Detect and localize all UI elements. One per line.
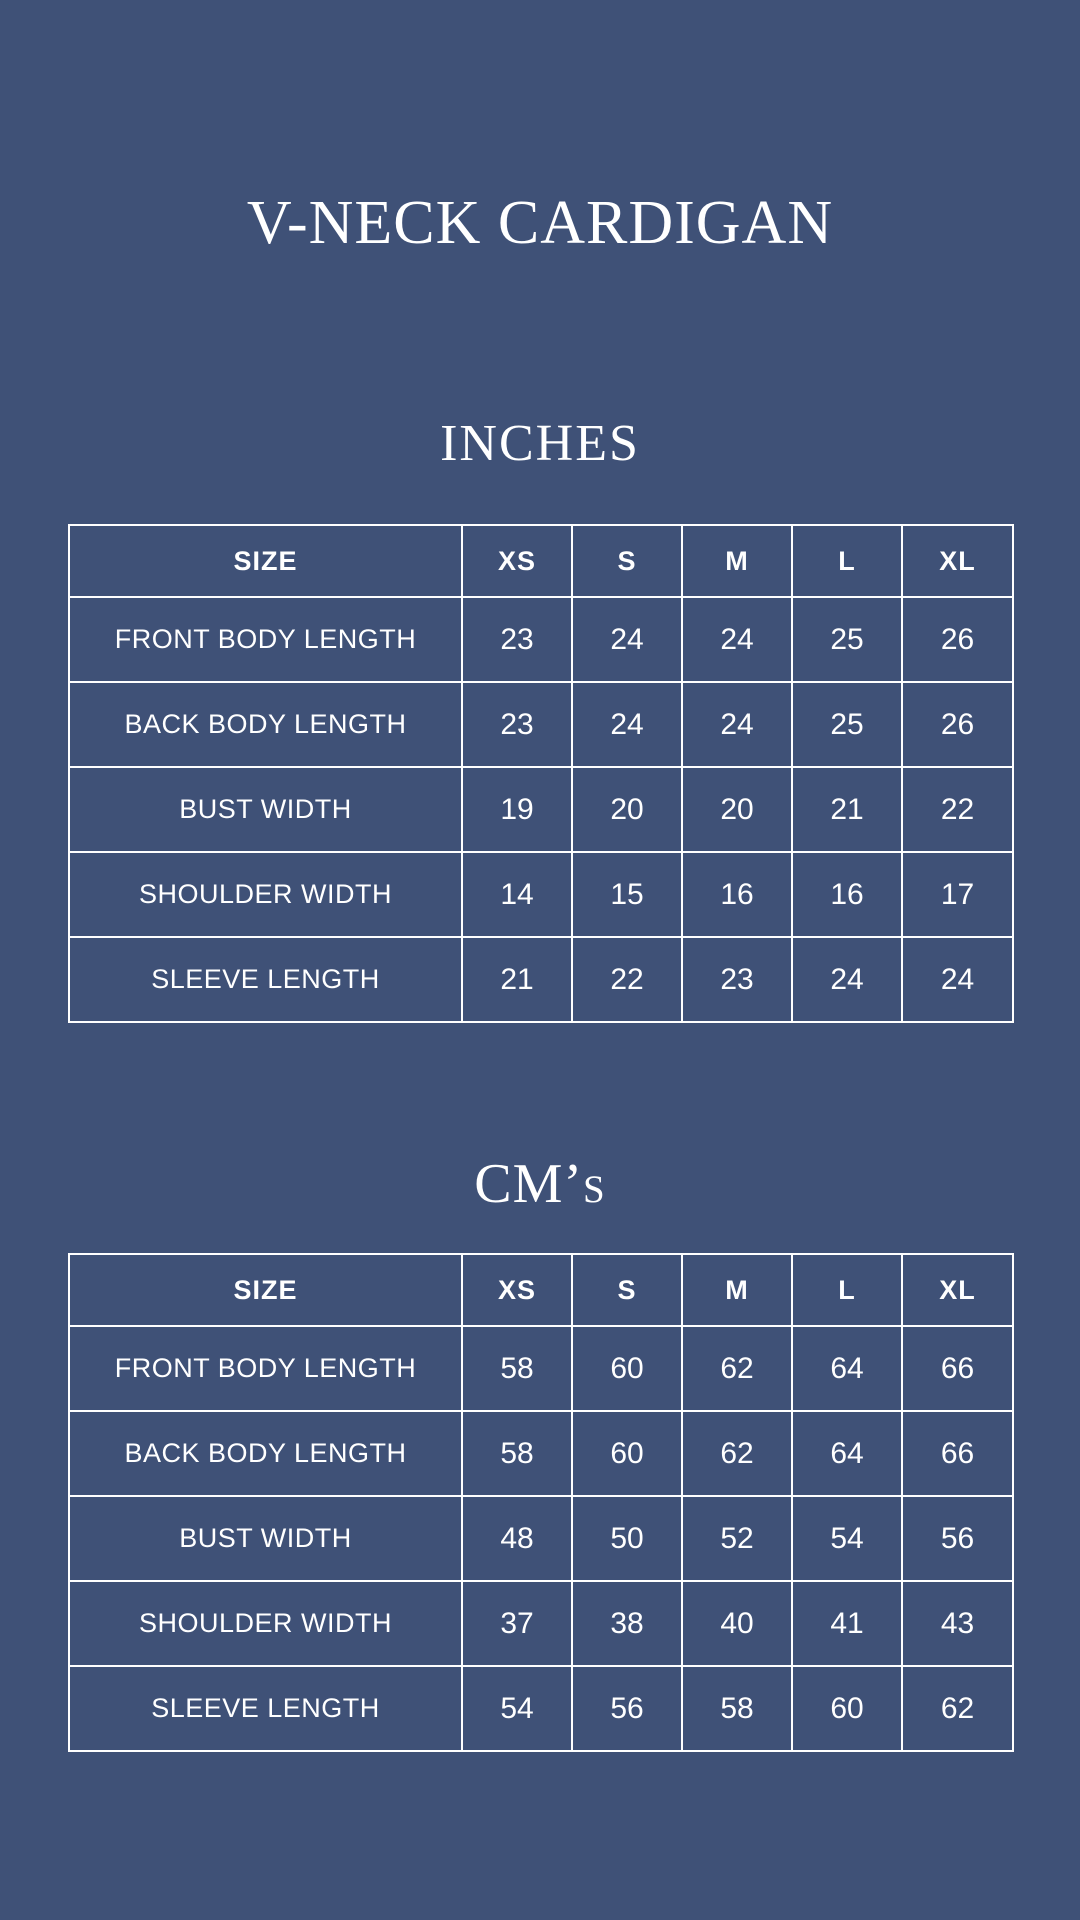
header-cell-m: M <box>682 1254 792 1326</box>
value-cell: 54 <box>792 1496 902 1581</box>
value-cell: 64 <box>792 1326 902 1411</box>
value-cell: 25 <box>792 597 902 682</box>
value-cell: 26 <box>902 682 1013 767</box>
value-cell: 58 <box>462 1326 572 1411</box>
value-cell: 19 <box>462 767 572 852</box>
value-cell: 66 <box>902 1326 1013 1411</box>
value-cell: 26 <box>902 597 1013 682</box>
value-cell: 62 <box>682 1411 792 1496</box>
header-cell-l: L <box>792 525 902 597</box>
table-row <box>69 1666 1013 1751</box>
row-label-cell: BACK BODY LENGTH <box>69 1411 462 1496</box>
value-cell: 58 <box>682 1666 792 1751</box>
value-cell: 52 <box>682 1496 792 1581</box>
value-cell: 24 <box>792 937 902 1022</box>
header-cell-l: L <box>792 1254 902 1326</box>
value-cell: 14 <box>462 852 572 937</box>
value-cell: 50 <box>572 1496 682 1581</box>
row-label-cell: BUST WIDTH <box>69 767 462 852</box>
table-row <box>69 1581 1013 1666</box>
value-cell: 24 <box>572 597 682 682</box>
header-cell-m: M <box>682 525 792 597</box>
value-cell: 20 <box>682 767 792 852</box>
table-row <box>69 937 1013 1022</box>
value-cell: 56 <box>902 1496 1013 1581</box>
table-header-row <box>69 1254 1013 1326</box>
value-cell: 21 <box>462 937 572 1022</box>
section-title-inches: INCHES <box>440 415 640 472</box>
row-label-cell: SLEEVE LENGTH <box>69 937 462 1022</box>
size-table-cms <box>68 1253 1014 1752</box>
table-row <box>69 597 1013 682</box>
row-label-cell: BUST WIDTH <box>69 1496 462 1581</box>
value-cell: 60 <box>572 1326 682 1411</box>
header-cell-xl: XL <box>902 525 1013 597</box>
row-label-cell: BACK BODY LENGTH <box>69 682 462 767</box>
value-cell: 38 <box>572 1581 682 1666</box>
value-cell: 16 <box>682 852 792 937</box>
header-cell-size: SIZE <box>69 1254 462 1326</box>
section-title-cms: CM’s <box>474 1153 606 1215</box>
value-cell: 23 <box>462 682 572 767</box>
table-row <box>69 1411 1013 1496</box>
header-cell-xs: XS <box>462 1254 572 1326</box>
value-cell: 24 <box>572 682 682 767</box>
value-cell: 66 <box>902 1411 1013 1496</box>
size-table-inches <box>68 524 1014 1023</box>
value-cell: 15 <box>572 852 682 937</box>
value-cell: 24 <box>682 682 792 767</box>
header-cell-s: S <box>572 1254 682 1326</box>
value-cell: 37 <box>462 1581 572 1666</box>
value-cell: 16 <box>792 852 902 937</box>
value-cell: 60 <box>792 1666 902 1751</box>
value-cell: 62 <box>682 1326 792 1411</box>
header-cell-xl: XL <box>902 1254 1013 1326</box>
page-title: V-NECK CARDIGAN <box>246 189 834 257</box>
row-label-cell: SLEEVE LENGTH <box>69 1666 462 1751</box>
value-cell: 21 <box>792 767 902 852</box>
table-row <box>69 852 1013 937</box>
table-header-row <box>69 525 1013 597</box>
value-cell: 24 <box>902 937 1013 1022</box>
value-cell: 20 <box>572 767 682 852</box>
table-row <box>69 682 1013 767</box>
value-cell: 40 <box>682 1581 792 1666</box>
value-cell: 64 <box>792 1411 902 1496</box>
value-cell: 24 <box>682 597 792 682</box>
value-cell: 48 <box>462 1496 572 1581</box>
value-cell: 23 <box>682 937 792 1022</box>
value-cell: 60 <box>572 1411 682 1496</box>
value-cell: 22 <box>902 767 1013 852</box>
table-row <box>69 1496 1013 1581</box>
value-cell: 62 <box>902 1666 1013 1751</box>
row-label-cell: SHOULDER WIDTH <box>69 852 462 937</box>
header-cell-xs: XS <box>462 525 572 597</box>
value-cell: 17 <box>902 852 1013 937</box>
table-row <box>69 767 1013 852</box>
value-cell: 56 <box>572 1666 682 1751</box>
row-label-cell: FRONT BODY LENGTH <box>69 597 462 682</box>
value-cell: 23 <box>462 597 572 682</box>
value-cell: 54 <box>462 1666 572 1751</box>
table-row <box>69 1326 1013 1411</box>
header-cell-size: SIZE <box>69 525 462 597</box>
row-label-cell: FRONT BODY LENGTH <box>69 1326 462 1411</box>
header-cell-s: S <box>572 525 682 597</box>
value-cell: 25 <box>792 682 902 767</box>
value-cell: 43 <box>902 1581 1013 1666</box>
value-cell: 41 <box>792 1581 902 1666</box>
value-cell: 22 <box>572 937 682 1022</box>
value-cell: 58 <box>462 1411 572 1496</box>
row-label-cell: SHOULDER WIDTH <box>69 1581 462 1666</box>
